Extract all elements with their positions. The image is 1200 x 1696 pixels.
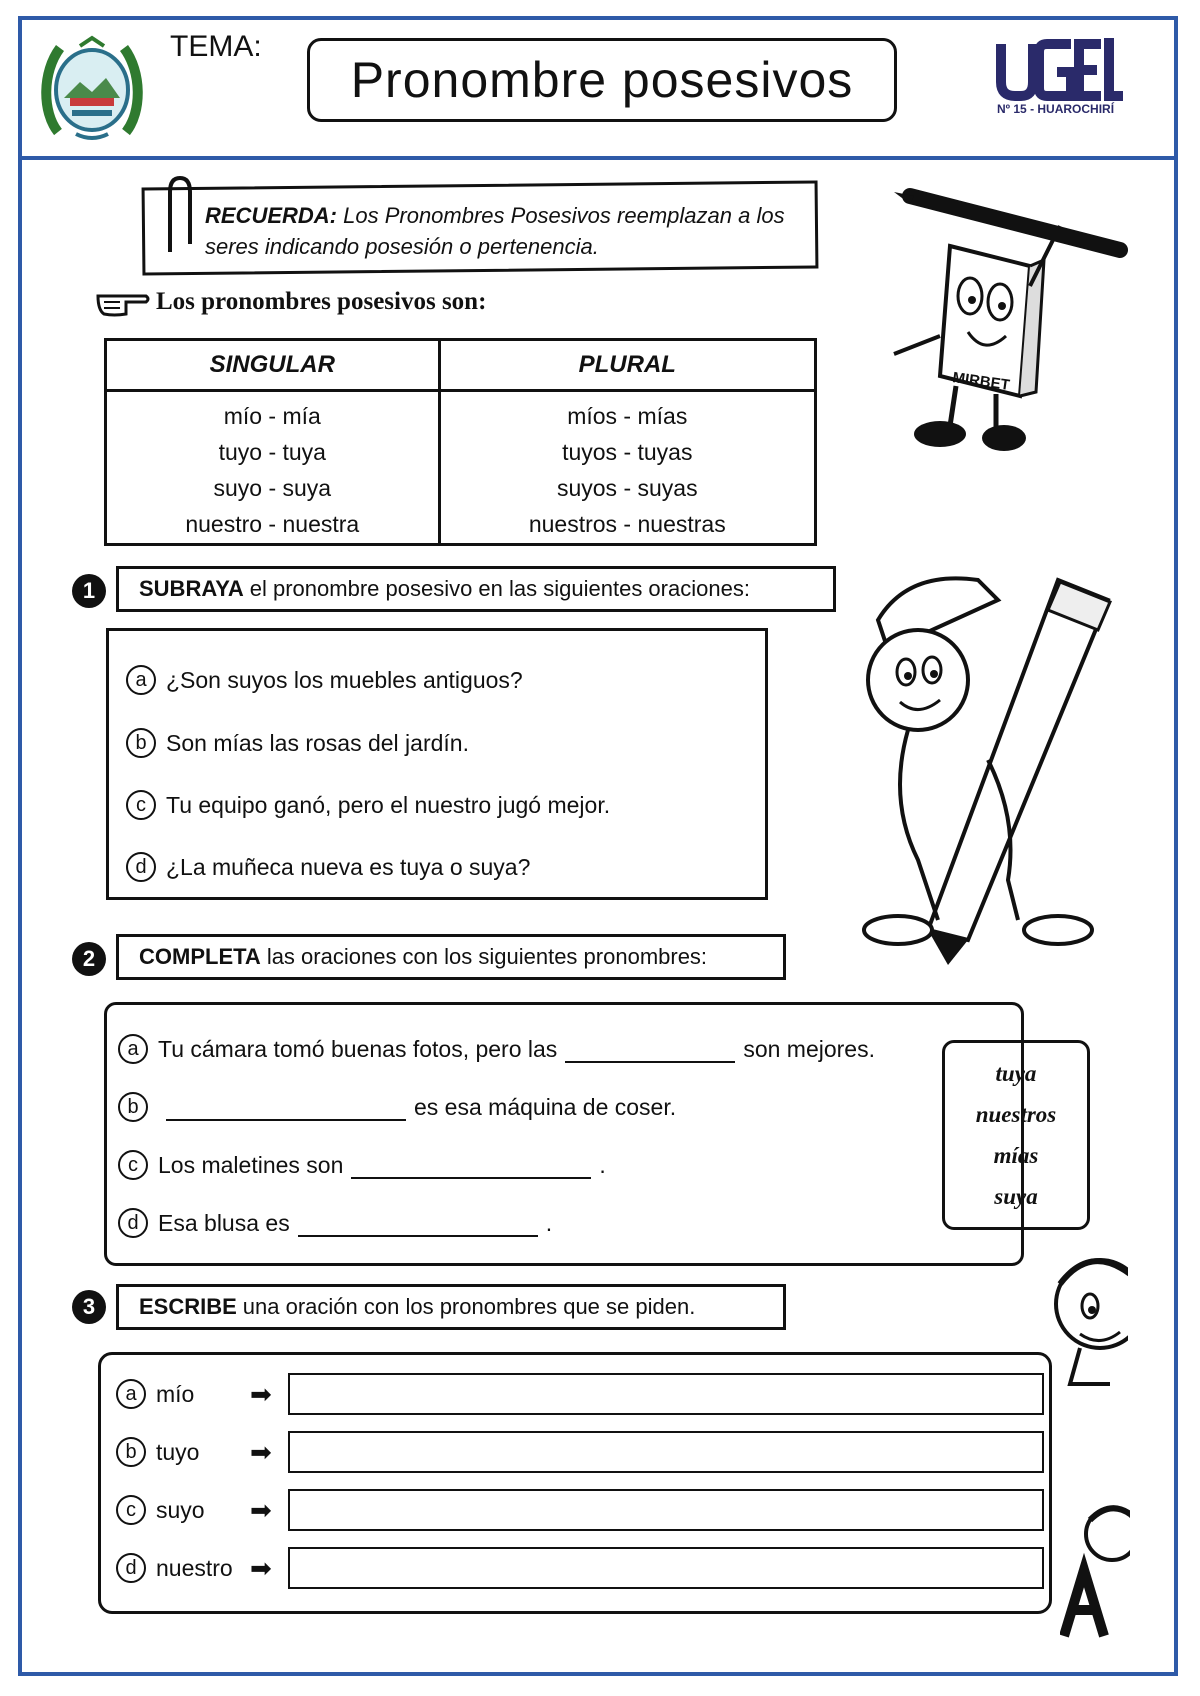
target-word: mío bbox=[156, 1380, 195, 1407]
plural-column bbox=[439, 391, 815, 545]
boy-with-letter-illustration bbox=[1060, 1500, 1130, 1640]
singular-column bbox=[106, 391, 440, 545]
header-divider bbox=[18, 156, 1178, 160]
item-letter-badge: b bbox=[116, 1437, 146, 1467]
word-bank-item: mías bbox=[993, 1142, 1039, 1168]
item-letter-badge: d bbox=[126, 852, 156, 882]
arrow-right-icon: ➡ bbox=[250, 1494, 272, 1525]
sentence-text: Son mías las rosas del jardín. bbox=[166, 729, 469, 756]
ugel-logo bbox=[995, 34, 1125, 102]
section-number-badge: 1 bbox=[72, 574, 106, 608]
answer-blank[interactable] bbox=[351, 1151, 591, 1179]
table-cell: suyos - suyas bbox=[556, 475, 698, 501]
item-letter-badge: c bbox=[116, 1495, 146, 1525]
item-letter-badge: d bbox=[116, 1553, 146, 1583]
arrow-right-icon: ➡ bbox=[250, 1378, 272, 1409]
list-item bbox=[116, 1373, 1044, 1415]
section2-banner bbox=[116, 934, 786, 980]
list-item bbox=[118, 1034, 875, 1064]
sentence-text: Tu equipo ganó, pero el nuestro jugó mejor. bbox=[166, 791, 611, 818]
sentence-text: ¿La muñeca nueva es tuya o suya? bbox=[166, 853, 531, 880]
sentence-text: es esa máquina de coser. bbox=[414, 1093, 677, 1120]
list-item bbox=[126, 790, 610, 820]
section3-banner bbox=[116, 1284, 786, 1330]
pointing-hand-icon bbox=[94, 286, 150, 320]
table-cell: tuyos - tuyas bbox=[562, 439, 693, 465]
column-header-singular: SINGULAR bbox=[106, 340, 440, 391]
list-item bbox=[118, 1150, 606, 1180]
sentence-text: ¿Son suyos los muebles antiguos? bbox=[166, 666, 523, 693]
table-cell: tuyo - tuya bbox=[218, 439, 326, 465]
item-letter-badge: b bbox=[118, 1092, 148, 1122]
item-letter-badge: c bbox=[118, 1150, 148, 1180]
list-item bbox=[126, 728, 469, 758]
sentence-text: . bbox=[545, 1209, 553, 1236]
list-item bbox=[126, 665, 523, 695]
answer-line[interactable] bbox=[288, 1489, 1044, 1531]
school-emblem-logo bbox=[36, 32, 148, 144]
table-cell: nuestro - nuestra bbox=[185, 511, 360, 537]
section1-verb: SUBRAYA bbox=[139, 576, 244, 601]
page-title: Pronombre posesivos bbox=[307, 38, 897, 122]
sentence-text: son mejores. bbox=[743, 1035, 875, 1062]
item-letter-badge: a bbox=[118, 1034, 148, 1064]
answer-blank[interactable] bbox=[166, 1093, 406, 1121]
sentence-text: Tu cámara tomó buenas fotos, pero las bbox=[158, 1035, 558, 1062]
table-cell: mío - mía bbox=[223, 403, 321, 429]
sentence-text: Esa blusa es bbox=[158, 1209, 290, 1236]
section-number-badge: 2 bbox=[72, 942, 106, 976]
section3-instruction: una oración con los pronombres que se piden. bbox=[242, 1294, 696, 1319]
column-header-plural: PLURAL bbox=[439, 340, 815, 391]
target-word: nuestro bbox=[156, 1554, 233, 1581]
list-item bbox=[116, 1489, 1044, 1531]
answer-blank[interactable] bbox=[298, 1209, 538, 1237]
table-cell: nuestros - nuestras bbox=[528, 511, 726, 537]
paper-clip-icon bbox=[160, 172, 196, 262]
list-item bbox=[118, 1208, 552, 1238]
recuerda-label: RECUERDA: bbox=[205, 203, 337, 228]
pronouns-heading: Los pronombres posesivos son: bbox=[156, 288, 487, 315]
ugel-caption: Nº 15 - HUAROCHIRÍ bbox=[997, 102, 1115, 116]
target-word: tuyo bbox=[156, 1438, 200, 1465]
list-item bbox=[126, 852, 530, 882]
boy-with-pencil-illustration bbox=[848, 560, 1130, 980]
girl-peeking-illustration bbox=[1040, 1244, 1128, 1394]
item-letter-badge: a bbox=[126, 665, 156, 695]
answer-line[interactable] bbox=[288, 1373, 1044, 1415]
list-item bbox=[116, 1431, 1044, 1473]
recuerda-body: Los Pronombres Posesivos reemplazan a los seres indicando posesión o pertenencia. bbox=[205, 203, 785, 259]
section2-verb: COMPLETA bbox=[139, 944, 261, 969]
book-mascot-illustration bbox=[880, 186, 1130, 458]
section3-verb: ESCRIBE bbox=[139, 1294, 237, 1319]
answer-line[interactable] bbox=[288, 1547, 1044, 1589]
word-bank-item: suya bbox=[994, 1183, 1038, 1209]
recuerda-text bbox=[205, 200, 805, 262]
section1-instruction: el pronombre posesivo en las siguientes oraciones: bbox=[249, 576, 750, 601]
arrow-right-icon: ➡ bbox=[250, 1552, 272, 1583]
section-number-badge: 3 bbox=[72, 1290, 106, 1324]
list-item bbox=[118, 1092, 676, 1122]
item-letter-badge: b bbox=[126, 728, 156, 758]
table-cell: míos - mías bbox=[567, 403, 688, 429]
item-letter-badge: d bbox=[118, 1208, 148, 1238]
arrow-right-icon: ➡ bbox=[250, 1436, 272, 1467]
word-bank-item: nuestros bbox=[975, 1101, 1057, 1127]
section1-banner bbox=[116, 566, 836, 612]
target-word: suyo bbox=[156, 1496, 205, 1523]
item-letter-badge: a bbox=[116, 1379, 146, 1409]
list-item bbox=[116, 1547, 1044, 1589]
answer-line[interactable] bbox=[288, 1431, 1044, 1473]
mascot-label: MIRBET bbox=[951, 369, 1011, 394]
sentence-text: . bbox=[599, 1151, 606, 1178]
section2-instruction: las oraciones con los siguientes pronombres: bbox=[266, 944, 708, 969]
answer-blank[interactable] bbox=[565, 1035, 735, 1063]
word-bank bbox=[942, 1040, 1090, 1230]
sentence-text: Los maletines son bbox=[158, 1151, 344, 1178]
word-bank-item: tuya bbox=[995, 1060, 1037, 1086]
tema-label: TEMA: bbox=[170, 30, 262, 63]
pronouns-table bbox=[104, 338, 817, 546]
item-letter-badge: c bbox=[126, 790, 156, 820]
table-cell: suyo - suya bbox=[213, 475, 332, 501]
